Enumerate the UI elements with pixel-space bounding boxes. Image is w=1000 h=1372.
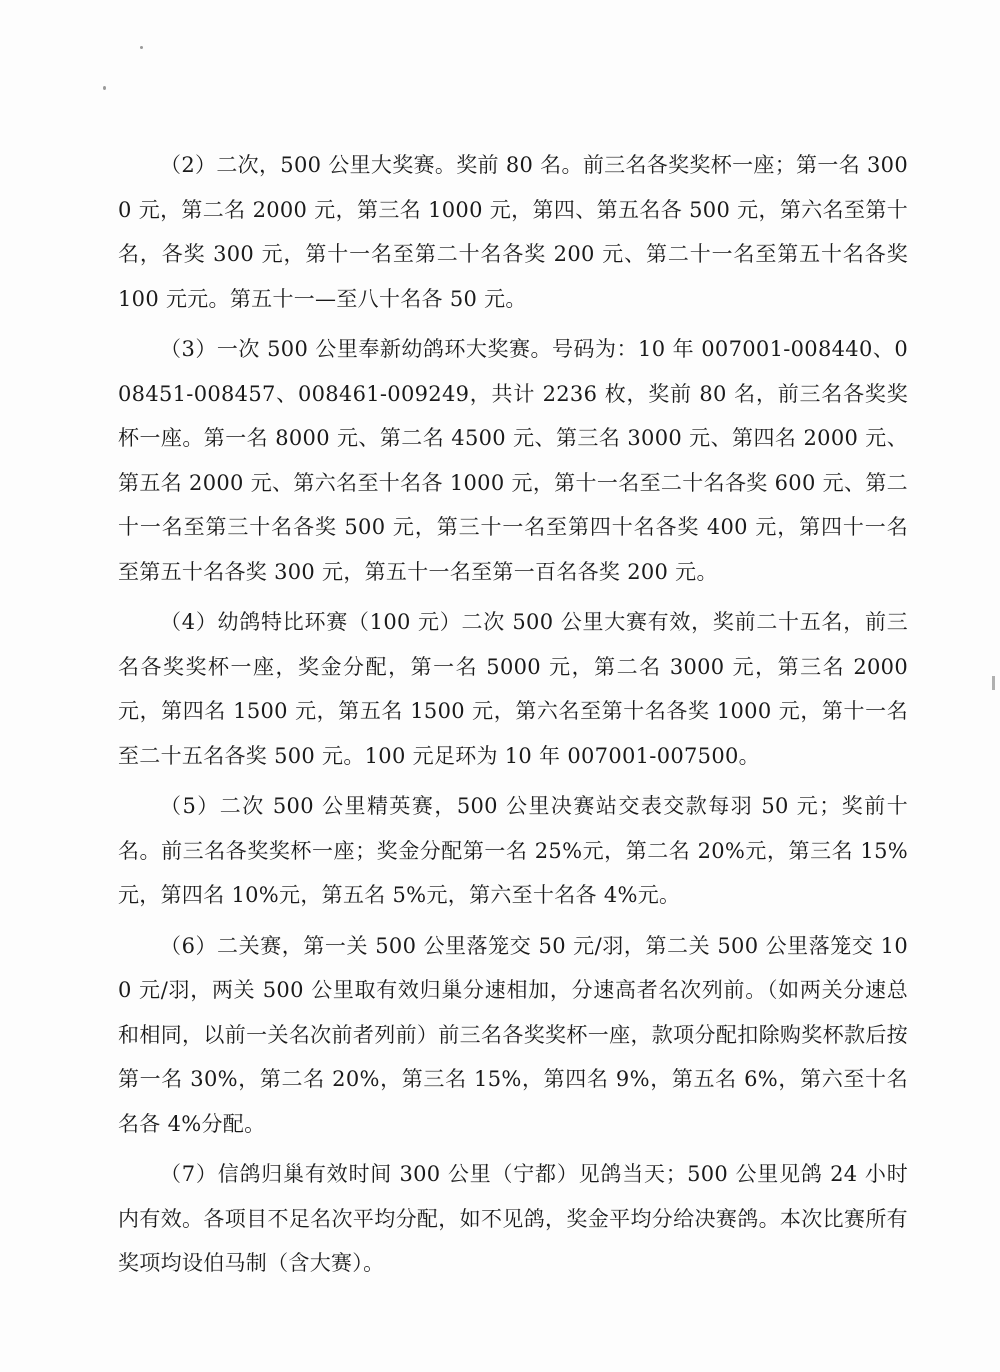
paragraph-5: （5）二次 500 公里精英赛，500 公里决赛站交表交款每羽 50 元；奖前十名。前三名各奖奖杯一座；奖金分配第一名 25%元，第二名 20%元，第三名 15%元，第四名 10%元，第五名 5%元，第六至十名各 4%元。	[118, 794, 908, 907]
paragraph-2: （2）二次，500 公里大奖赛。奖前 80 名。前三名各奖奖杯一座；第一名 3000 元，第二名 2000 元，第三名 1000 元，第四、第五名各 500 元，第六名至第十名，各奖 300 元，第十一名至第二十名各奖 200 元、第二十一名至第五十名各奖 100 元元。第五十一—至八十名各 50 元。	[118, 153, 908, 311]
paragraph-6: （6）二关赛，第一关 500 公里落笼交 50 元/羽，第二关 500 公里落笼交 100 元/羽，两关 500 公里取有效归巢分速相加，分速高者名次列前。（如两关分速总和相同，以前一关名次前者列前）前三名各奖奖杯一座，款项分配扣除购奖杯款后按第一名 30%，第二名 20%，第三名 15%，第四名 9%，第五名 6%，第六至十名名各 4%分配。	[118, 933, 908, 1136]
document-body	[118, 143, 908, 1292]
scan-edge-mark	[992, 676, 995, 690]
scan-speck	[140, 46, 143, 49]
paragraph-7: （7）信鸽归巢有效时间 300 公里（宁都）见鸽当天；500 公里见鸽 24 小时内有效。各项目不足名次平均分配，如不见鸽，奖金平均分给决赛鸽。本次比赛所有奖项均设伯马制（含大赛）。	[118, 1162, 908, 1275]
scan-speck	[103, 86, 106, 90]
paragraph-4: （4）幼鸽特比环赛（100 元）二次 500 公里大赛有效，奖前二十五名，前三名各奖奖杯一座，奖金分配，第一名 5000 元，第二名 3000 元，第三名 2000 元，第四名 1500 元，第五名 1500 元，第六名至第十名各奖 1000 元，第十一名至二十五名各奖 500 元。100 元足环为 10 年 007001-007500。	[118, 610, 908, 768]
paragraph-3: （3）一次 500 公里奉新幼鸽环大奖赛。号码为：10 年 007001-008440、008451-008457、008461-009249，共计 2236 枚，奖前 80 名，前三名各奖奖杯一座。第一名 8000 元、第二名 4500 元、第三名 3000 元、第四名 2000 元、第五名 2000 元、第六名至十名各 1000 元，第十一名至二十名各奖 600 元、第二十一名至第三十名各奖 500 元，第三十一名至第四十名各奖 400 元，第四十一名至第五十名各奖 300 元，第五十一名至第一百名各奖 200 元。	[118, 337, 908, 584]
